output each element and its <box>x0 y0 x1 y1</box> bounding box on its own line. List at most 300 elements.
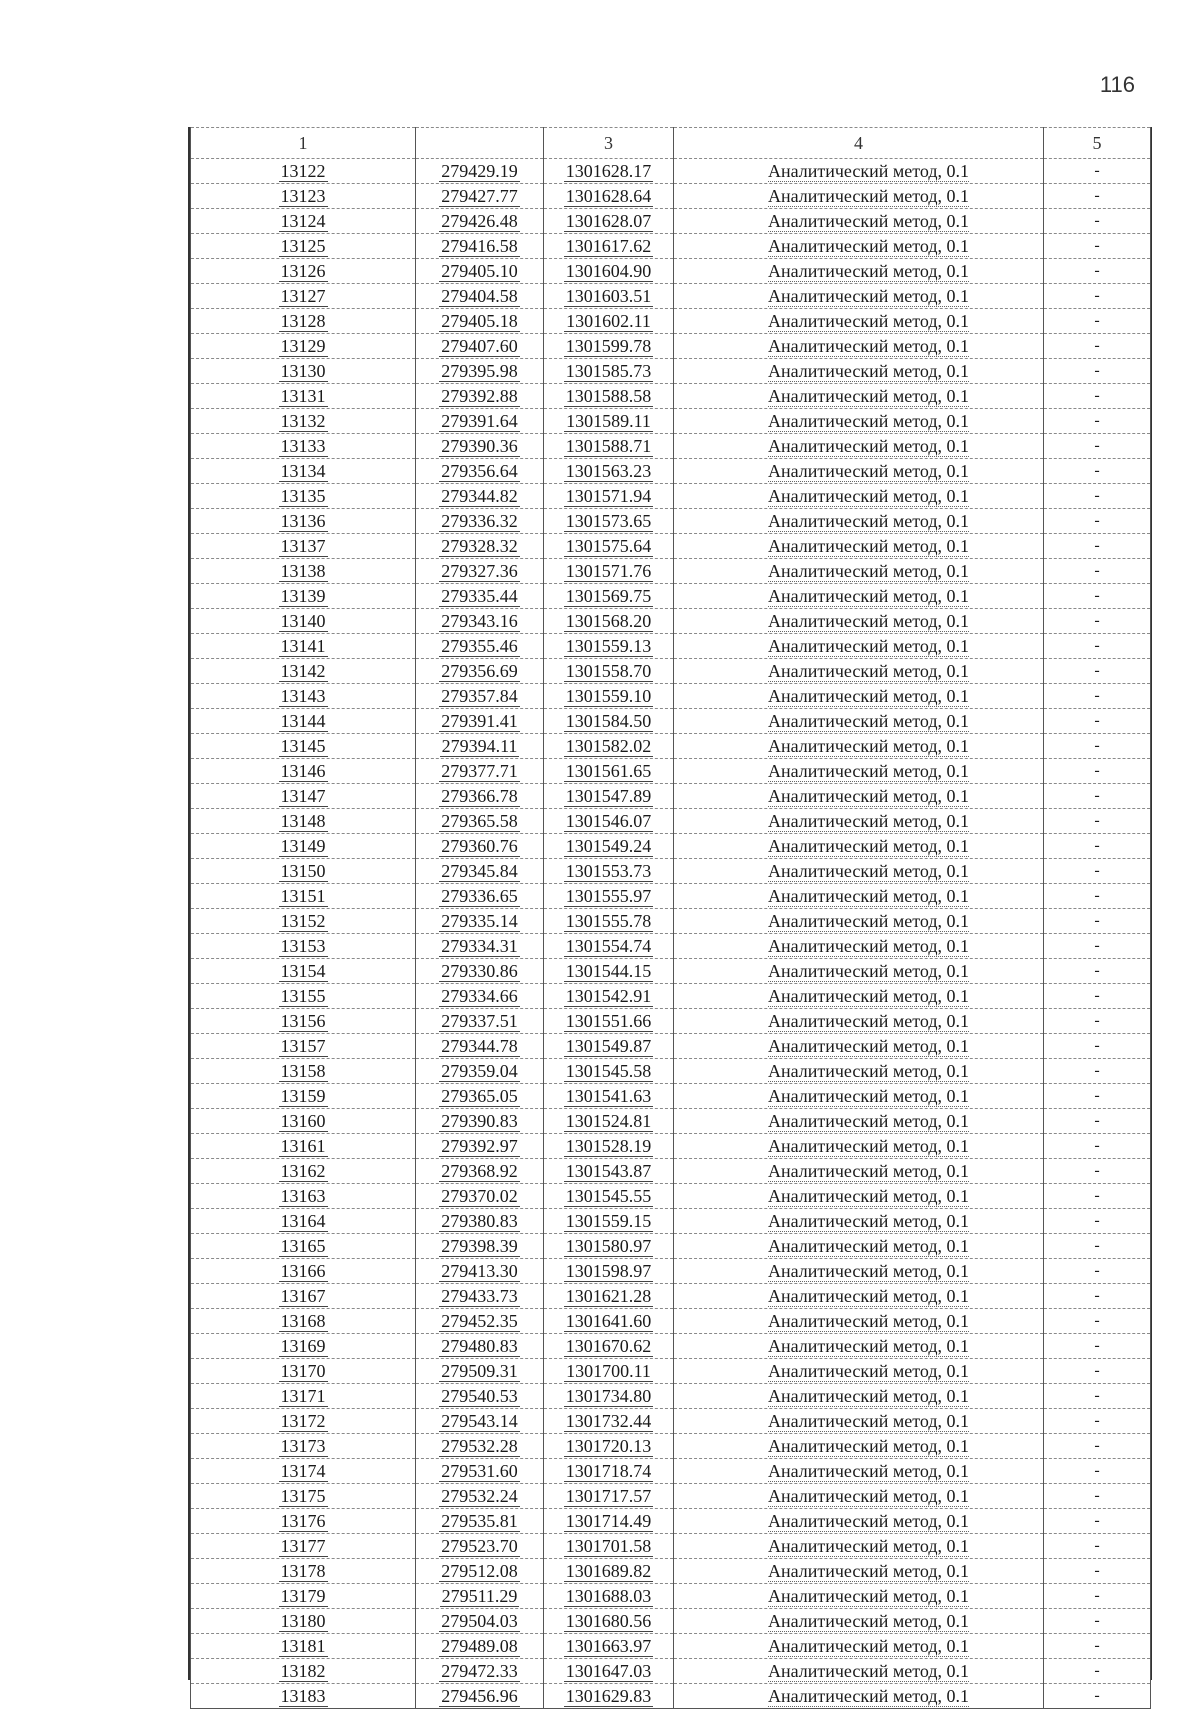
point-number-cell <box>191 584 416 609</box>
point-number: 13126 <box>280 261 326 281</box>
table-row <box>191 1134 1151 1159</box>
y-coordinate: 1301524.81 <box>565 1111 652 1131</box>
method-accuracy-cell <box>674 1334 1044 1359</box>
method-accuracy: Аналитический метод, 0.1 <box>767 1061 970 1081</box>
point-number-cell <box>191 984 416 1009</box>
method-accuracy: Аналитический метод, 0.1 <box>767 311 970 331</box>
point-number: 13182 <box>280 1661 326 1681</box>
y-coordinate-cell <box>544 734 674 759</box>
y-coordinate-cell <box>544 1334 674 1359</box>
x-coordinate-cell <box>416 1584 544 1609</box>
point-number-cell <box>191 684 416 709</box>
note-cell <box>1044 259 1151 284</box>
y-coordinate: 1301603.51 <box>565 286 652 306</box>
note: - <box>1094 987 1100 1004</box>
note: - <box>1094 1562 1100 1579</box>
y-coordinate: 1301553.73 <box>565 861 652 881</box>
point-number-cell <box>191 1334 416 1359</box>
x-coordinate: 279335.14 <box>441 911 518 931</box>
y-coordinate: 1301588.58 <box>565 386 652 406</box>
note-cell <box>1044 1584 1151 1609</box>
point-number-cell <box>191 359 416 384</box>
x-coordinate-cell <box>416 784 544 809</box>
y-coordinate-cell <box>544 1534 674 1559</box>
x-coordinate: 279327.36 <box>441 561 518 581</box>
note: - <box>1094 512 1100 529</box>
method-accuracy: Аналитический метод, 0.1 <box>767 561 970 581</box>
x-coordinate: 279416.58 <box>441 236 518 256</box>
y-coordinate: 1301568.20 <box>565 611 652 631</box>
x-coordinate: 279356.64 <box>441 461 518 481</box>
method-accuracy-cell <box>674 1684 1044 1709</box>
point-number-cell <box>191 1184 416 1209</box>
note: - <box>1094 337 1100 354</box>
note-cell <box>1044 1234 1151 1259</box>
point-number-cell <box>191 1009 416 1034</box>
table-row <box>191 184 1151 209</box>
y-coordinate-cell <box>544 784 674 809</box>
note: - <box>1094 912 1100 929</box>
y-coordinate: 1301700.11 <box>566 1361 651 1381</box>
point-number: 13174 <box>280 1461 326 1481</box>
y-coordinate-cell <box>544 534 674 559</box>
method-accuracy: Аналитический метод, 0.1 <box>767 211 970 231</box>
point-number: 13179 <box>280 1586 326 1606</box>
y-coordinate-cell <box>544 459 674 484</box>
point-number: 13156 <box>280 1011 326 1031</box>
point-number-cell <box>191 884 416 909</box>
table-header <box>191 128 1151 159</box>
method-accuracy: Аналитический метод, 0.1 <box>767 1261 970 1281</box>
x-coordinate: 279413.30 <box>441 1261 518 1281</box>
method-accuracy-cell <box>674 634 1044 659</box>
method-accuracy-cell <box>674 1584 1044 1609</box>
method-accuracy: Аналитический метод, 0.1 <box>767 461 970 481</box>
x-coordinate-cell <box>416 584 544 609</box>
y-coordinate: 1301544.15 <box>565 961 652 981</box>
x-coordinate: 279429.19 <box>441 161 518 181</box>
note: - <box>1094 1662 1100 1679</box>
method-accuracy-cell <box>674 984 1044 1009</box>
header-col-1: 1 <box>191 128 416 159</box>
point-number: 13157 <box>280 1036 326 1056</box>
note-cell <box>1044 1409 1151 1434</box>
method-accuracy-cell <box>674 1309 1044 1334</box>
table-row <box>191 1434 1151 1459</box>
method-accuracy: Аналитический метод, 0.1 <box>767 1111 970 1131</box>
note-cell <box>1044 609 1151 634</box>
table-row <box>191 859 1151 884</box>
method-accuracy: Аналитический метод, 0.1 <box>767 1286 970 1306</box>
method-accuracy-cell <box>674 1434 1044 1459</box>
method-accuracy-cell <box>674 1134 1044 1159</box>
note-cell <box>1044 284 1151 309</box>
x-coordinate: 279407.60 <box>441 336 518 356</box>
x-coordinate: 279433.73 <box>441 1286 518 1306</box>
method-accuracy-cell <box>674 784 1044 809</box>
table-row <box>191 1259 1151 1284</box>
table-row <box>191 1559 1151 1584</box>
table-row <box>191 1634 1151 1659</box>
point-number: 13159 <box>280 1086 326 1106</box>
table-row <box>191 834 1151 859</box>
x-coordinate-cell <box>416 1684 544 1709</box>
method-accuracy-cell <box>674 534 1044 559</box>
note-cell <box>1044 409 1151 434</box>
point-number-cell <box>191 284 416 309</box>
y-coordinate-cell <box>544 309 674 334</box>
method-accuracy: Аналитический метод, 0.1 <box>767 1586 970 1606</box>
method-accuracy-cell <box>674 759 1044 784</box>
y-coordinate: 1301617.62 <box>565 236 652 256</box>
x-coordinate-cell <box>416 1084 544 1109</box>
method-accuracy: Аналитический метод, 0.1 <box>767 886 970 906</box>
point-number: 13162 <box>280 1161 326 1181</box>
y-coordinate-cell <box>544 1309 674 1334</box>
method-accuracy: Аналитический метод, 0.1 <box>767 936 970 956</box>
x-coordinate-cell <box>416 834 544 859</box>
point-number: 13165 <box>280 1236 326 1256</box>
y-coordinate: 1301602.11 <box>566 311 651 331</box>
y-coordinate-cell <box>544 1009 674 1034</box>
y-coordinate: 1301546.07 <box>565 811 652 831</box>
method-accuracy-cell <box>674 1034 1044 1059</box>
point-number-cell <box>191 434 416 459</box>
note-cell <box>1044 209 1151 234</box>
y-coordinate: 1301543.87 <box>565 1161 652 1181</box>
method-accuracy: Аналитический метод, 0.1 <box>767 786 970 806</box>
x-coordinate-cell <box>416 1609 544 1634</box>
method-accuracy: Аналитический метод, 0.1 <box>767 1636 970 1656</box>
note: - <box>1094 862 1100 879</box>
x-coordinate-cell <box>416 1659 544 1684</box>
y-coordinate-cell <box>544 659 674 684</box>
y-coordinate-cell <box>544 1134 674 1159</box>
note: - <box>1094 537 1100 554</box>
x-coordinate: 279394.11 <box>441 736 518 756</box>
note: - <box>1094 712 1100 729</box>
point-number: 13168 <box>280 1311 326 1331</box>
y-coordinate: 1301588.71 <box>565 436 652 456</box>
y-coordinate: 1301561.65 <box>565 761 652 781</box>
note-cell <box>1044 1559 1151 1584</box>
note: - <box>1094 437 1100 454</box>
point-number-cell <box>191 484 416 509</box>
x-coordinate: 279330.86 <box>441 961 518 981</box>
point-number: 13155 <box>280 986 326 1006</box>
x-coordinate: 279540.53 <box>441 1386 518 1406</box>
table-row <box>191 1034 1151 1059</box>
method-accuracy-cell <box>674 1109 1044 1134</box>
note-cell <box>1044 1159 1151 1184</box>
x-coordinate: 279543.14 <box>441 1411 518 1431</box>
point-number-cell <box>191 1084 416 1109</box>
point-number: 13167 <box>280 1286 326 1306</box>
table-row <box>191 509 1151 534</box>
x-coordinate-cell <box>416 959 544 984</box>
method-accuracy: Аналитический метод, 0.1 <box>767 1386 970 1406</box>
note: - <box>1094 1337 1100 1354</box>
y-coordinate-cell <box>544 934 674 959</box>
point-number: 13173 <box>280 1436 326 1456</box>
y-coordinate-cell <box>544 1634 674 1659</box>
note: - <box>1094 1087 1100 1104</box>
y-coordinate-cell <box>544 1559 674 1584</box>
note-cell <box>1044 1434 1151 1459</box>
method-accuracy: Аналитический метод, 0.1 <box>767 1536 970 1556</box>
method-accuracy-cell <box>674 584 1044 609</box>
table-row <box>191 1384 1151 1409</box>
method-accuracy-cell <box>674 384 1044 409</box>
note-cell <box>1044 1109 1151 1134</box>
y-coordinate: 1301573.65 <box>565 511 652 531</box>
point-number-cell <box>191 384 416 409</box>
note: - <box>1094 1612 1100 1629</box>
note-cell <box>1044 809 1151 834</box>
table-body <box>191 159 1151 1709</box>
point-number: 13127 <box>280 286 326 306</box>
y-coordinate: 1301629.83 <box>565 1686 652 1706</box>
point-number: 13177 <box>280 1536 326 1556</box>
coordinates-table <box>190 127 1151 1709</box>
point-number-cell <box>191 784 416 809</box>
point-number-cell <box>191 259 416 284</box>
point-number-cell <box>191 1134 416 1159</box>
y-coordinate: 1301555.97 <box>565 886 652 906</box>
note: - <box>1094 887 1100 904</box>
table-row <box>191 1659 1151 1684</box>
y-coordinate-cell <box>544 1384 674 1409</box>
x-coordinate-cell <box>416 484 544 509</box>
y-coordinate: 1301628.07 <box>565 211 652 231</box>
method-accuracy-cell <box>674 184 1044 209</box>
y-coordinate: 1301563.23 <box>565 461 652 481</box>
y-coordinate-cell <box>544 1409 674 1434</box>
point-number-cell <box>191 1234 416 1259</box>
method-accuracy-cell <box>674 1084 1044 1109</box>
note-cell <box>1044 1484 1151 1509</box>
x-coordinate-cell <box>416 1059 544 1084</box>
method-accuracy: Аналитический метод, 0.1 <box>767 811 970 831</box>
table-row <box>191 434 1151 459</box>
method-accuracy: Аналитический метод, 0.1 <box>767 1161 970 1181</box>
note-cell <box>1044 1609 1151 1634</box>
method-accuracy: Аналитический метод, 0.1 <box>767 1136 970 1156</box>
point-number: 13122 <box>280 161 326 181</box>
note-cell <box>1044 984 1151 1009</box>
table-row <box>191 1334 1151 1359</box>
x-coordinate: 279390.36 <box>441 436 518 456</box>
note: - <box>1094 1537 1100 1554</box>
x-coordinate: 279398.39 <box>441 1236 518 1256</box>
point-number-cell <box>191 759 416 784</box>
note: - <box>1094 937 1100 954</box>
method-accuracy: Аналитический метод, 0.1 <box>767 361 970 381</box>
note: - <box>1094 212 1100 229</box>
point-number: 13123 <box>280 186 326 206</box>
point-number: 13178 <box>280 1561 326 1581</box>
y-coordinate-cell <box>544 1359 674 1384</box>
point-number: 13166 <box>280 1261 326 1281</box>
note: - <box>1094 762 1100 779</box>
method-accuracy-cell <box>674 284 1044 309</box>
y-coordinate: 1301584.50 <box>565 711 652 731</box>
method-accuracy: Аналитический метод, 0.1 <box>767 1361 970 1381</box>
note: - <box>1094 737 1100 754</box>
table-row <box>191 484 1151 509</box>
method-accuracy: Аналитический метод, 0.1 <box>767 661 970 681</box>
y-coordinate-cell <box>544 259 674 284</box>
x-coordinate-cell <box>416 559 544 584</box>
y-coordinate-cell <box>544 1209 674 1234</box>
table-row <box>191 1409 1151 1434</box>
note: - <box>1094 812 1100 829</box>
method-accuracy-cell <box>674 709 1044 734</box>
x-coordinate-cell <box>416 1434 544 1459</box>
y-coordinate-cell <box>544 884 674 909</box>
x-coordinate: 279452.35 <box>441 1311 518 1331</box>
method-accuracy-cell <box>674 509 1044 534</box>
point-number-cell <box>191 509 416 534</box>
x-coordinate: 279360.76 <box>441 836 518 856</box>
method-accuracy-cell <box>674 1559 1044 1584</box>
table-row <box>191 659 1151 684</box>
table-row <box>191 809 1151 834</box>
x-coordinate-cell <box>416 1259 544 1284</box>
note-cell <box>1044 334 1151 359</box>
x-coordinate: 279370.02 <box>441 1186 518 1206</box>
x-coordinate-cell <box>416 1559 544 1584</box>
table-row <box>191 1059 1151 1084</box>
note-cell <box>1044 1009 1151 1034</box>
method-accuracy: Аналитический метод, 0.1 <box>767 1311 970 1331</box>
point-number-cell <box>191 1509 416 1534</box>
point-number-cell <box>191 559 416 584</box>
note: - <box>1094 1112 1100 1129</box>
x-coordinate-cell <box>416 459 544 484</box>
x-coordinate-cell <box>416 1009 544 1034</box>
table-row <box>191 684 1151 709</box>
y-coordinate-cell <box>544 1259 674 1284</box>
note-cell <box>1044 1659 1151 1684</box>
y-coordinate-cell <box>544 1234 674 1259</box>
table-row <box>191 1234 1151 1259</box>
note: - <box>1094 637 1100 654</box>
point-number-cell <box>191 209 416 234</box>
method-accuracy-cell <box>674 734 1044 759</box>
note: - <box>1094 362 1100 379</box>
y-coordinate: 1301621.28 <box>565 1286 652 1306</box>
note: - <box>1094 962 1100 979</box>
note-cell <box>1044 909 1151 934</box>
x-coordinate-cell <box>416 209 544 234</box>
x-coordinate-cell <box>416 309 544 334</box>
note-cell <box>1044 559 1151 584</box>
note-cell <box>1044 834 1151 859</box>
method-accuracy: Аналитический метод, 0.1 <box>767 536 970 556</box>
note-cell <box>1044 1084 1151 1109</box>
x-coordinate-cell <box>416 334 544 359</box>
x-coordinate-cell <box>416 809 544 834</box>
point-number-cell <box>191 534 416 559</box>
y-coordinate-cell <box>544 1184 674 1209</box>
method-accuracy: Аналитический метод, 0.1 <box>767 986 970 1006</box>
table-row <box>191 759 1151 784</box>
y-coordinate-cell <box>544 759 674 784</box>
x-coordinate: 279355.46 <box>441 636 518 656</box>
x-coordinate: 279334.31 <box>441 936 518 956</box>
y-coordinate: 1301555.78 <box>565 911 652 931</box>
note-cell <box>1044 1309 1151 1334</box>
method-accuracy-cell <box>674 1634 1044 1659</box>
method-accuracy: Аналитический метод, 0.1 <box>767 411 970 431</box>
note-cell <box>1044 959 1151 984</box>
point-number: 13150 <box>280 861 326 881</box>
point-number: 13128 <box>280 311 326 331</box>
method-accuracy-cell <box>674 1609 1044 1634</box>
x-coordinate-cell <box>416 709 544 734</box>
x-coordinate: 279345.84 <box>441 861 518 881</box>
point-number: 13140 <box>280 611 326 631</box>
y-coordinate: 1301558.70 <box>565 661 652 681</box>
method-accuracy: Аналитический метод, 0.1 <box>767 161 970 181</box>
x-coordinate-cell <box>416 1534 544 1559</box>
point-number-cell <box>191 1359 416 1384</box>
y-coordinate: 1301585.73 <box>565 361 652 381</box>
method-accuracy-cell <box>674 1184 1044 1209</box>
table-row <box>191 584 1151 609</box>
point-number-cell <box>191 859 416 884</box>
note: - <box>1094 1412 1100 1429</box>
point-number: 13134 <box>280 461 326 481</box>
point-number: 13136 <box>280 511 326 531</box>
y-coordinate-cell <box>544 1109 674 1134</box>
point-number-cell <box>191 1059 416 1084</box>
x-coordinate: 279366.78 <box>441 786 518 806</box>
note: - <box>1094 387 1100 404</box>
x-coordinate: 279365.05 <box>441 1086 518 1106</box>
point-number-cell <box>191 1284 416 1309</box>
method-accuracy: Аналитический метод, 0.1 <box>767 386 970 406</box>
x-coordinate-cell <box>416 409 544 434</box>
x-coordinate-cell <box>416 1309 544 1334</box>
table-row <box>191 234 1151 259</box>
note: - <box>1094 587 1100 604</box>
table-row <box>191 609 1151 634</box>
y-coordinate-cell <box>544 559 674 584</box>
method-accuracy-cell <box>674 809 1044 834</box>
method-accuracy-cell <box>674 1459 1044 1484</box>
x-coordinate: 279392.97 <box>441 1136 518 1156</box>
method-accuracy: Аналитический метод, 0.1 <box>767 1486 970 1506</box>
x-coordinate-cell <box>416 909 544 934</box>
table-row <box>191 1684 1151 1709</box>
note-cell <box>1044 384 1151 409</box>
method-accuracy: Аналитический метод, 0.1 <box>767 1436 970 1456</box>
table-row <box>191 309 1151 334</box>
x-coordinate-cell <box>416 1234 544 1259</box>
note-cell <box>1044 1634 1151 1659</box>
x-coordinate-cell <box>416 1484 544 1509</box>
x-coordinate-cell <box>416 234 544 259</box>
note: - <box>1094 1237 1100 1254</box>
method-accuracy: Аналитический метод, 0.1 <box>767 511 970 531</box>
x-coordinate: 279504.03 <box>441 1611 518 1631</box>
y-coordinate-cell <box>544 159 674 184</box>
note: - <box>1094 1187 1100 1204</box>
method-accuracy-cell <box>674 259 1044 284</box>
method-accuracy-cell <box>674 209 1044 234</box>
